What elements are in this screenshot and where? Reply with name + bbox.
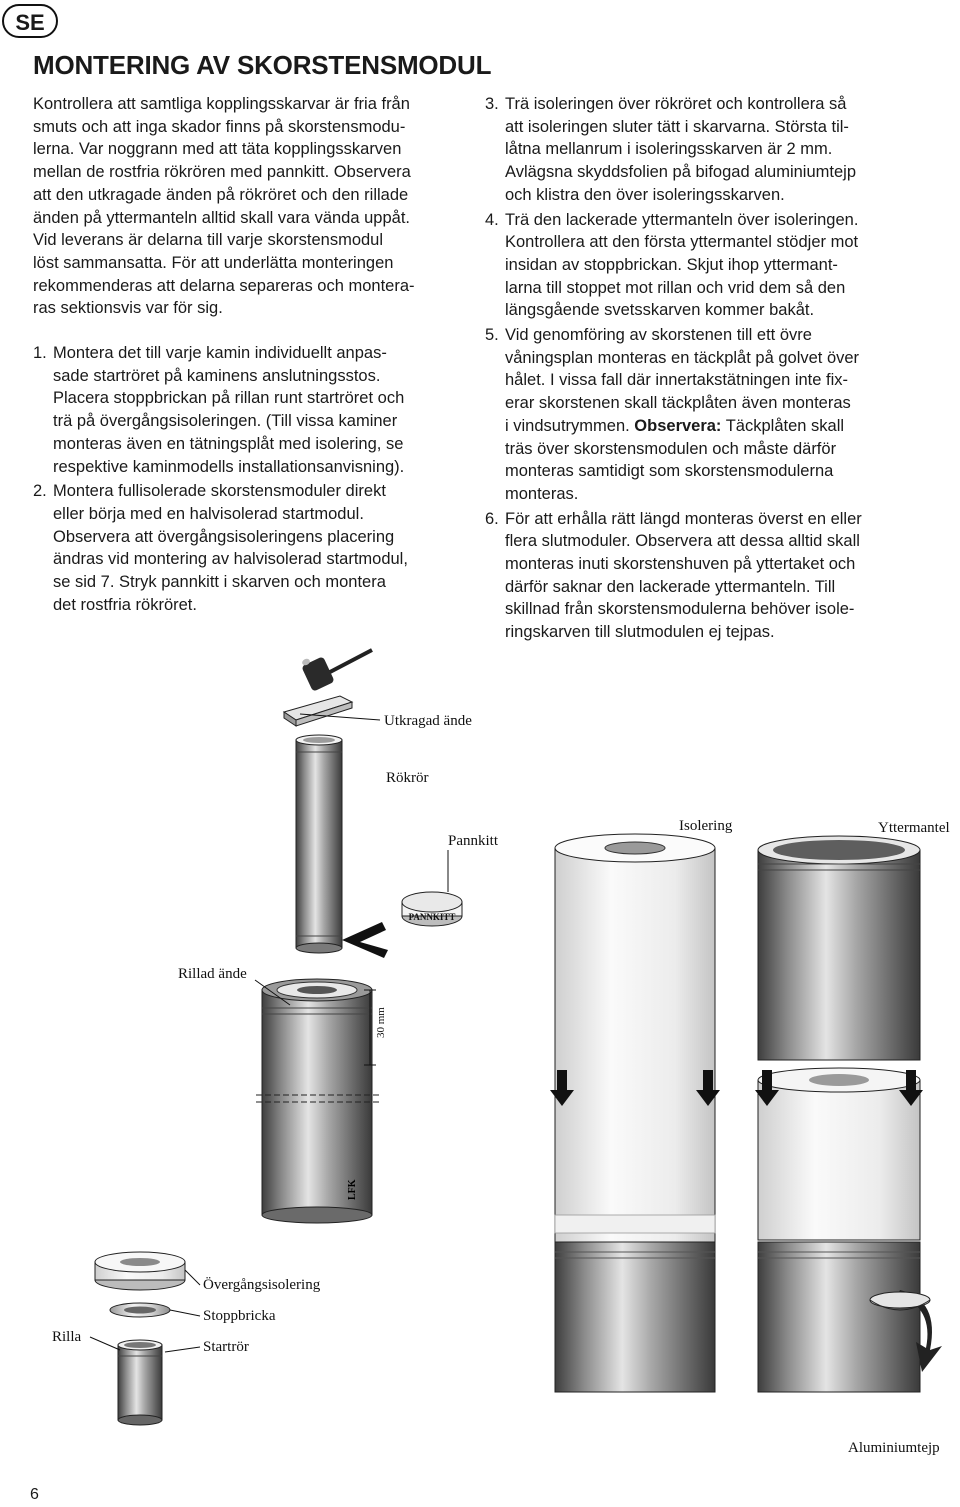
step-line: Avlägsna skyddsfolien på bifogad aluminiumtejp (505, 163, 856, 182)
insulation-tube (555, 834, 715, 1392)
step-line: ringskarven till slutmodulen ej tejpas. (505, 623, 775, 642)
step-line-text: i vindsutrymmen. (505, 416, 630, 435)
step-line: våningsplan monteras en täckplåt på golvet över (505, 348, 860, 367)
emphasis-label: Observera: (634, 416, 722, 435)
intro-line: smuts och att inga skador finns på skorstensmodu- (33, 117, 406, 136)
chimney-module (256, 979, 380, 1223)
step-line: Montera fullisolerade skorstensmoduler direkt (53, 482, 386, 501)
step-line: träs över skorstensmodulen och måste därför (505, 439, 837, 458)
label-grooved-end: Rillad ände (178, 966, 247, 982)
step-4 (485, 209, 925, 323)
step-line: respektive kaminmodells installationsanvisning). (53, 457, 405, 476)
step-number: 1. (33, 344, 47, 363)
step-line: monteras. (505, 484, 579, 503)
step-line: Kontrollera att den första yttermantel stödjer mot (505, 233, 859, 252)
step-line: låtna mellanrum i isoleringsskarven är 2 mm. (505, 140, 833, 159)
step-number: 3. (485, 95, 499, 113)
arrow-icon (342, 922, 388, 958)
right-column (485, 93, 925, 644)
hammer-icon (301, 650, 372, 692)
step-line: därför saknar den lackerade yttermanteln. Till (505, 577, 836, 596)
intro-line: mellan de rostfria rökrören med pannkitt. Observera (33, 163, 411, 182)
left-column (33, 93, 473, 616)
step-line: Trä den lackerade yttermanteln över isoleringen. (505, 210, 859, 229)
label-flue-pipe: Rökrör (386, 770, 429, 786)
intro-line: att den utkragade änden på rökröret och den rillade (33, 185, 409, 204)
step-line: insidan av stoppbrickan. Skjut ihop yttermant- (505, 255, 838, 274)
step-line: larna till stoppet mot rillan och vrid dem så den (505, 278, 846, 297)
label-stop-washer: Stoppbricka (203, 1308, 276, 1324)
step-number: 5. (485, 326, 499, 345)
step-number: 4. (485, 210, 499, 229)
flue-pipe (296, 735, 342, 953)
intro-line: rekommenderas att delarna separeras och montera- (33, 276, 415, 295)
step-line: hålet. I vissa fall där innertakstätningen inte fix- (505, 371, 849, 390)
intro-paragraph (33, 93, 473, 320)
step-line: skillnad från skorstensmodulerna behöver isole- (505, 600, 855, 619)
sealing-block-icon (284, 696, 352, 726)
step-line: monteras även en tätningsplåt med isolering, se (53, 434, 404, 453)
intro-line: löst sammansatta. För att underlätta monteringen (33, 253, 394, 272)
intro-line: lerna. Var noggrann med att täta kopplingsskarven (33, 140, 402, 159)
step-line: Placera stoppbrickan på rillan runt startröret och (53, 389, 405, 408)
putty-can-icon (402, 892, 462, 926)
lfk-mark: LFK (347, 1179, 358, 1200)
label-aluminium-tape: Aluminiumtejp (848, 1440, 940, 1456)
step-line: det rostfria rökröret. (53, 595, 197, 614)
step-line: Vid genomföring av skorstenen till ett övre (505, 326, 812, 345)
label-protruding-end: Utkragad ände (384, 713, 472, 729)
label-groove: Rilla (52, 1329, 82, 1345)
step-number: 2. (33, 482, 47, 501)
label-insulation: Isolering (679, 818, 733, 834)
page-title: MONTERING AV SKORSTENSMODUL (33, 50, 492, 80)
step-line: och klistra den över isoleringsskarven. (505, 185, 785, 204)
start-pipe (118, 1340, 162, 1425)
step-5 (485, 324, 925, 506)
step-line: Trä isoleringen över rökröret och kontrollera så (505, 95, 847, 113)
label-30mm: 30 mm (375, 1007, 387, 1038)
step-line (505, 415, 925, 438)
step-line: att isoleringen sluter tätt i skarvarna. Största til- (505, 117, 849, 136)
stop-washer (110, 1303, 170, 1317)
step-line-text: Täckplåten skall (721, 416, 845, 435)
step-line: sade startröret på kaminens anslutningsstos. (53, 366, 381, 385)
step-line: För att erhålla rätt längd monteras överst en eller (505, 509, 862, 528)
step-line: monteras inuti skorstenshuven på yttertaket och (505, 555, 856, 574)
outer-casing (758, 836, 920, 1392)
assembly-diagram (0, 640, 960, 1480)
step-line: ändras vid montering av halvisolerad startmodul, (53, 550, 408, 569)
step-line: monteras samtidigt som skorstensmodulerna (505, 462, 834, 481)
transition-insulation (95, 1252, 185, 1290)
step-line: se sid 7. Stryk pannkitt i skarven och montera (53, 573, 386, 592)
label-start-pipe: Startrör (203, 1339, 249, 1355)
step-1 (33, 342, 473, 478)
intro-line: ras sektionsvis var för sig. (33, 299, 223, 318)
step-line: eller börja med en halvisolerad startmodul. (53, 504, 364, 523)
step-2 (33, 480, 473, 616)
step-line: Montera det till varje kamin individuellt anpas- (53, 344, 387, 363)
step-6 (485, 508, 925, 644)
step-number: 6. (485, 509, 499, 528)
label-transition-insulation: Övergångsisolering (203, 1277, 321, 1293)
step-line: längsgående svetsskarven kommer bakåt. (505, 301, 815, 320)
step-line: trä på övergångsisoleringen. (Till vissa kaminer (53, 412, 398, 431)
label-outer-casing: Yttermantel (878, 820, 950, 836)
page-number: 6 (30, 1486, 39, 1503)
label-putty: Pannkitt (448, 833, 499, 849)
step-line: flera slutmoduler. Observera att dessa alltid skall (505, 532, 860, 551)
language-badge: SE (2, 4, 58, 38)
step-line: erar skorstenen skall täckplåten även monteras (505, 394, 851, 413)
step-3 (485, 93, 925, 207)
intro-line: änden på yttermanteln alltid skall vara vända uppåt. (33, 208, 410, 227)
step-line: Observera att övergångsisoleringens placering (53, 527, 395, 546)
intro-line: Vid leverans är delarna till varje skorstensmodul (33, 231, 384, 250)
intro-line: Kontrollera att samtliga kopplingsskarvar är fria från (33, 95, 410, 113)
can-label: PANNKITT (408, 912, 456, 922)
